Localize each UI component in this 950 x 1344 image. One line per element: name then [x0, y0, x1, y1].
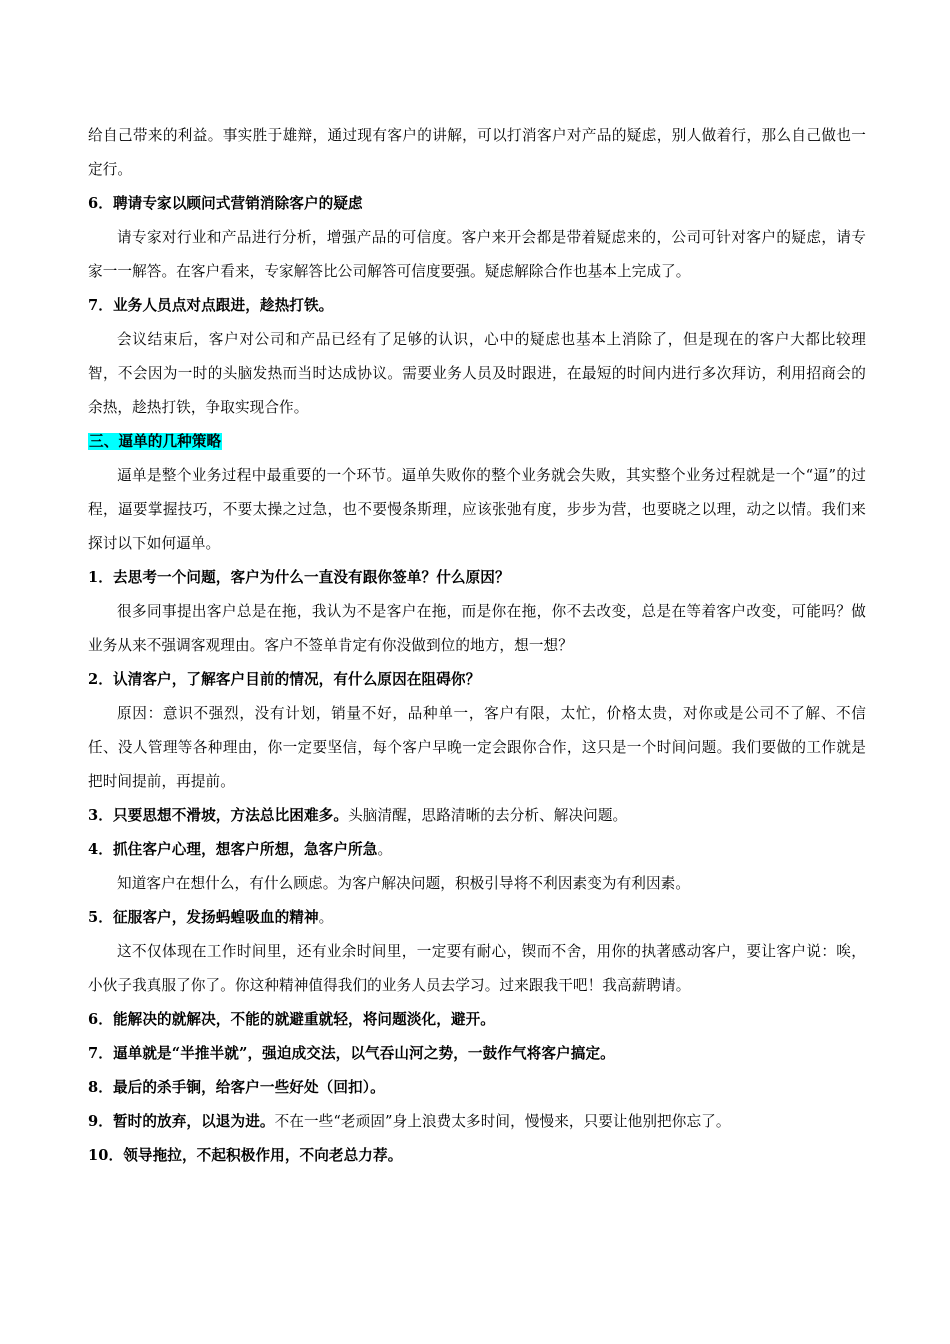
document-body	[88, 119, 866, 1173]
strategy-4-heading	[88, 833, 866, 867]
paragraph-continuation: 给自己带来的利益。事实胜于雄辩，通过现有客户的讲解，可以打消客户对产品的疑虑，别人做着行，那么自己做也一定行。	[88, 127, 866, 178]
strategy-2-text: 原因：意识不强烈，没有计划，销量不好，品种单一，客户有限，太忙，价格太贵，对你或是公司不了解、不信任、没人管理等各种理由，你一定要坚信，每个客户早晚一定会跟你合作，这只是一个时间问题。我们要做的工作就是把时间提前，再提前。	[88, 705, 866, 790]
strategy-3	[88, 799, 866, 833]
heading-item-6: 6．聘请专家以顾问式营销消除客户的疑虑	[88, 195, 363, 212]
strategy-8: 8．最后的杀手锏，给客户一些好处（回扣）。	[88, 1079, 385, 1096]
strategy-2-heading: 2．认清客户，了解客户目前的情况，有什么原因在阻碍你？	[88, 671, 481, 688]
strategy-5-heading	[88, 901, 866, 935]
strategy-5-text: 这不仅体现在工作时间里，还有业余时间里，一定要有耐心，锲而不舍，用你的执著感动客户，要让客户说：唉，小伙子我真服了你了。你这种精神值得我们的业务人员去学习。过来跟我干吧！我高薪聘请。	[88, 943, 866, 994]
strategy-9-text: 不在一些“老顽固”身上浪费太多时间，慢慢来，只要让他别把你忘了。	[274, 1113, 731, 1130]
strategy-5-period: 。	[318, 909, 334, 926]
strategy-6: 6．能解决的就解决，不能的就避重就轻，将问题淡化，避开。	[88, 1011, 495, 1028]
strategy-10: 10．领导拖拉，不起积极作用，不向老总力荐。	[88, 1147, 403, 1164]
strategy-4-text: 知道客户在想什么，有什么顾虑。为客户解决问题，积极引导将不利因素变为有利因素。	[117, 875, 691, 892]
section-heading-wrapper	[88, 425, 866, 459]
section-title: 三、逼单的几种策略	[89, 433, 222, 450]
strategy-1-text: 很多同事提出客户总是在拖，我认为不是客户在拖，而是你在拖，你不去改变，总是在等着客户改变，可能吗？做业务从来不强调客观理由。客户不签单肯定有你没做到位的地方，想一想？	[88, 603, 866, 654]
strategy-9-bold: 9．暂时的放弃，以退为进。	[88, 1113, 275, 1130]
strategy-3-text: 头脑清醒，思路清晰的去分析、解决问题。	[348, 807, 628, 824]
strategy-1-heading: 1．去思考一个问题，客户为什么一直没有跟你签单？什么原因？	[88, 569, 510, 586]
strategy-5-bold: 5．征服客户，发扬蚂蝗吸血的精神	[88, 909, 319, 926]
strategy-4-bold: 4．抓住客户心理，想客户所想，急客户所急	[88, 841, 378, 858]
strategy-3-bold: 3．只要思想不滑坡，方法总比困难多。	[88, 807, 349, 824]
strategy-4-period: 。	[377, 841, 393, 858]
strategy-9	[88, 1105, 866, 1139]
strategy-7: 7．逼单就是“半推半就”，强迫成交法，以气吞山河之势，一鼓作气将客户搞定。	[88, 1045, 615, 1062]
paragraph-item-6: 请专家对行业和产品进行分析，增强产品的可信度。客户来开会都是带着疑虑来的，公司可针对客户的疑虑，请专家一一解答。在客户看来，专家解答比公司解答可信度要强。疑虑解除合作也基本上完成了。	[88, 229, 866, 280]
paragraph-item-7: 会议结束后，客户对公司和产品已经有了足够的认识，心中的疑虑也基本上消除了，但是现在的客户大都比较理智，不会因为一时的头脑发热而当时达成协议。需要业务人员及时跟进，在最短的时间内进行多次拜访，利用招商会的余热，趁热打铁，争取实现合作。	[88, 331, 866, 416]
heading-item-7: 7．业务人员点对点跟进，趁热打铁。	[88, 297, 334, 314]
section-intro: 逼单是整个业务过程中最重要的一个环节。逼单失败你的整个业务就会失败，其实整个业务过程就是一个“逼”的过程，逼要掌握技巧，不要太操之过急，也不要慢条斯理，应该张弛有度，步步为营，也要晓之以理，动之以情。我们来探讨以下如何逼单。	[88, 467, 866, 552]
